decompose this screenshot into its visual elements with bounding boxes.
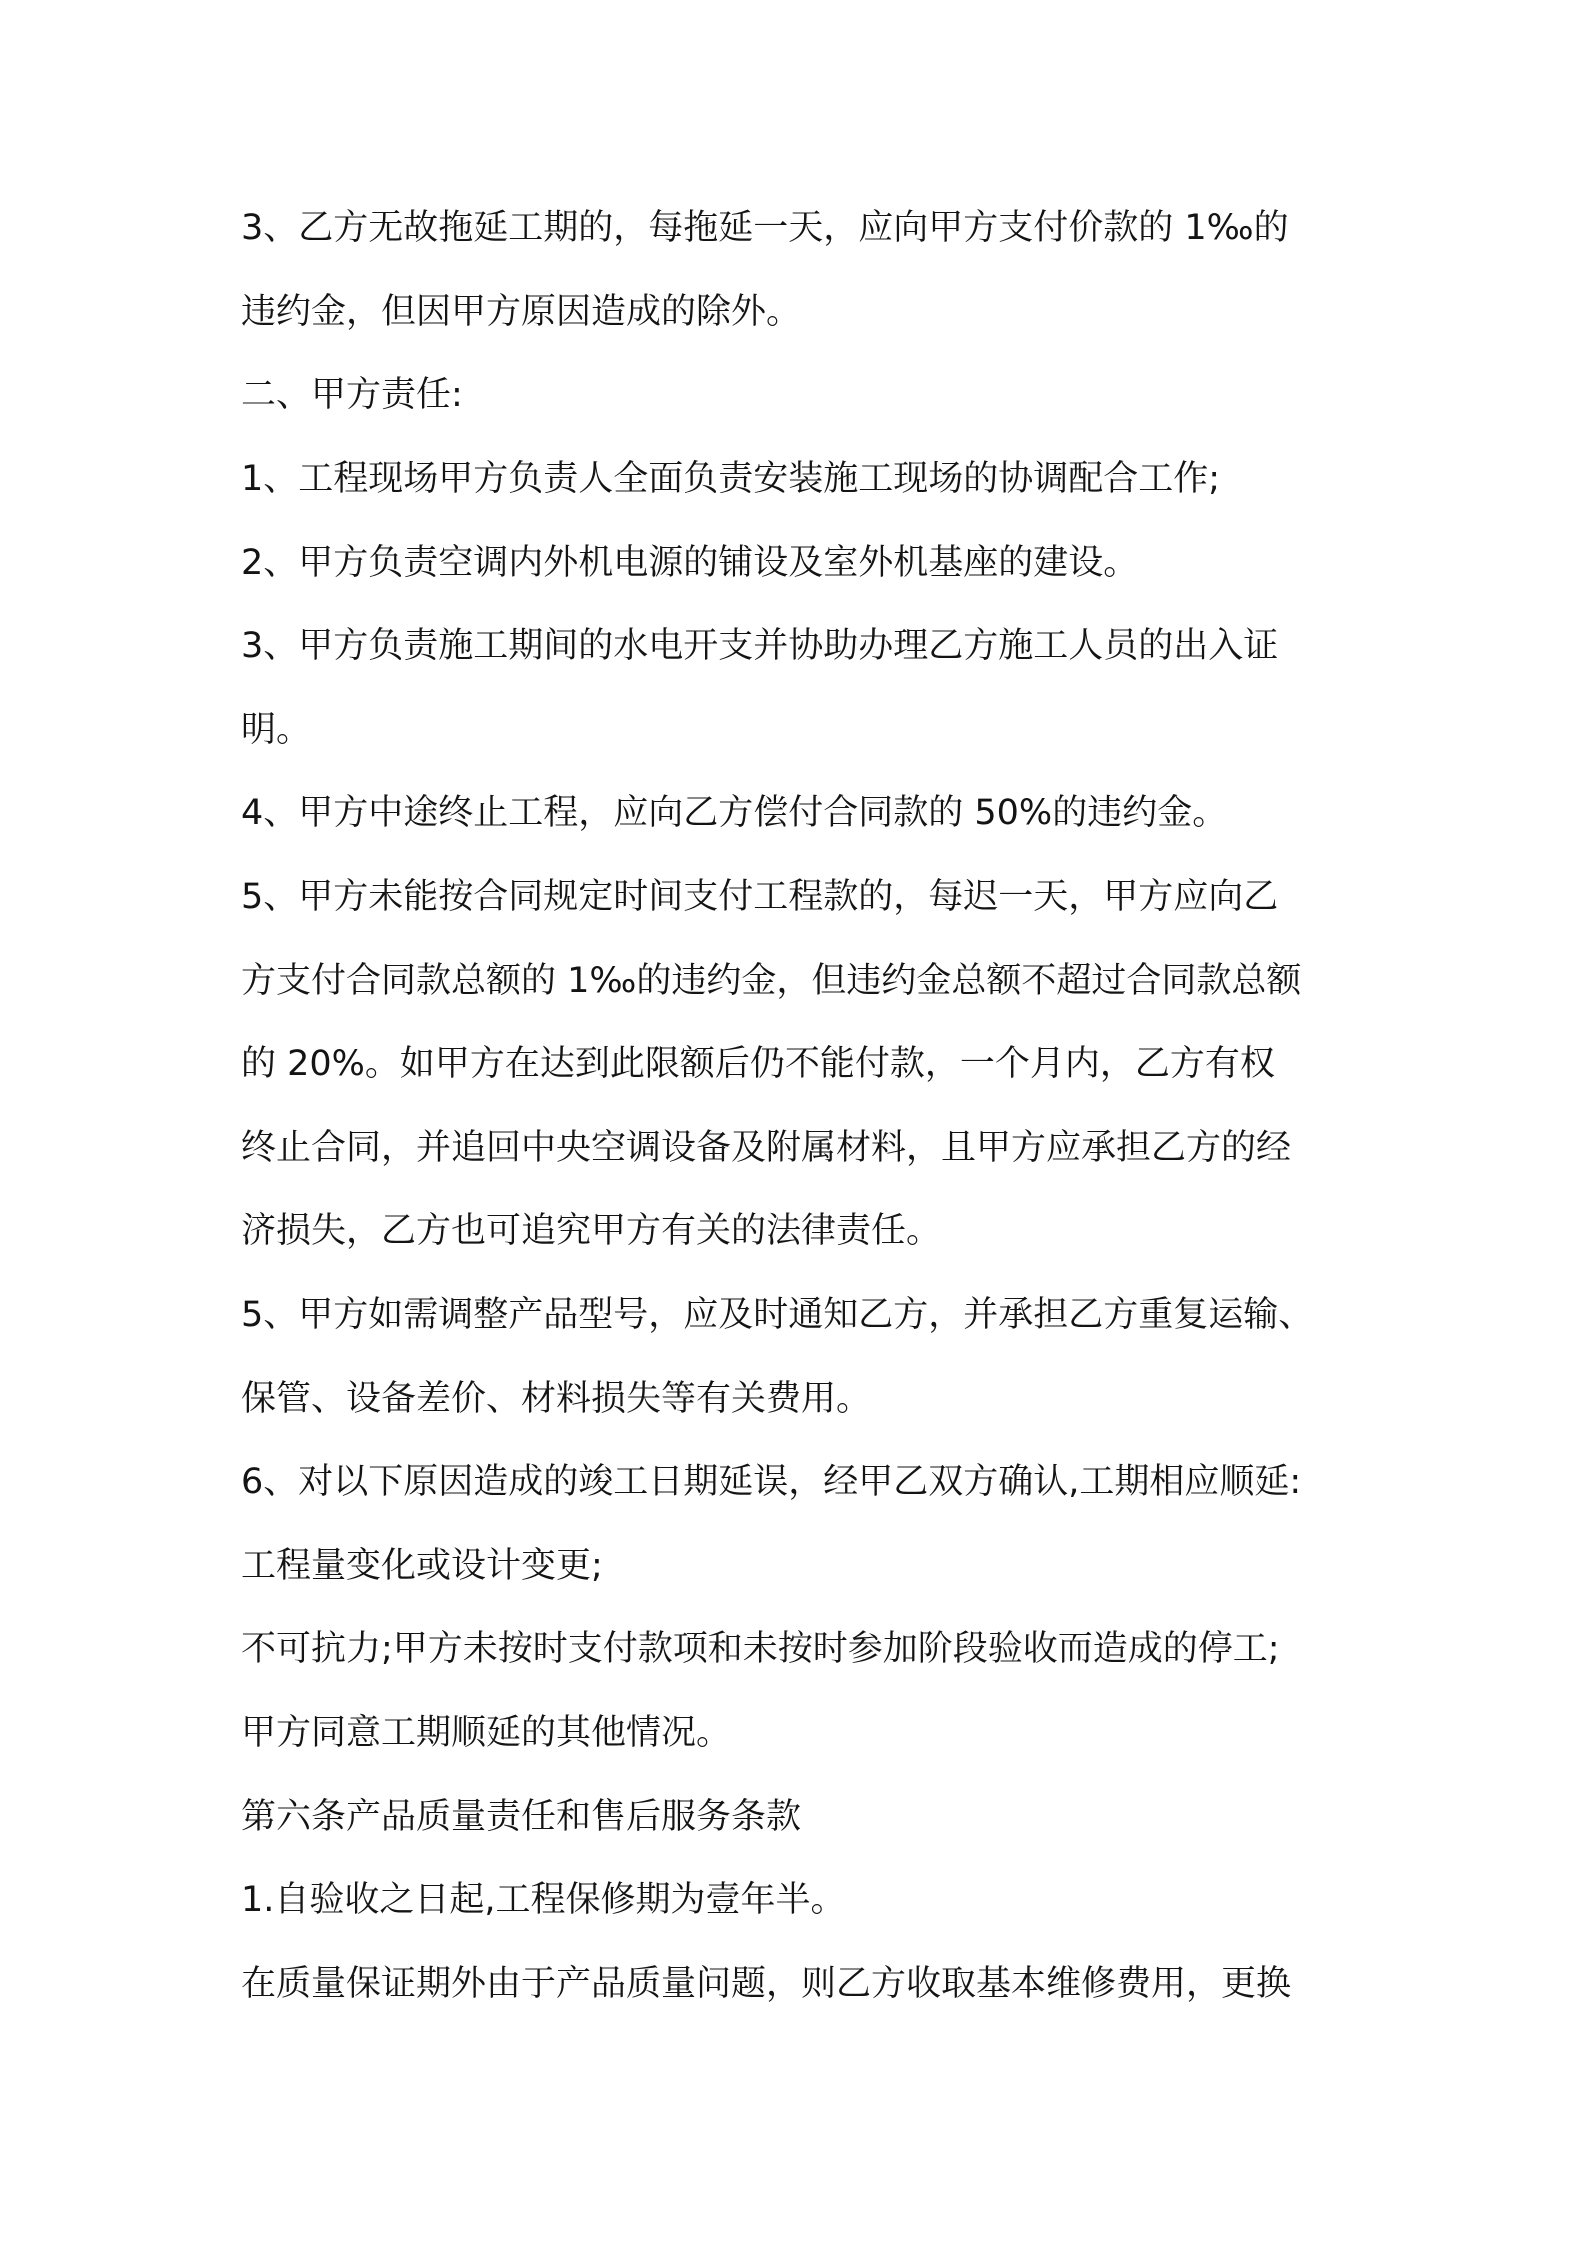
- text-line: 保管、设备差价、材料损失等有关费用。: [241, 1379, 872, 1419]
- section-heading: 二、甲方责任:: [241, 375, 463, 415]
- text-line: 2、甲方负责空调内外机电源的铺设及室外机基座的建设。: [241, 543, 1139, 583]
- text-line: 方支付合同款总额的 1‰的违约金，但违约金总额不超过合同款总额: [241, 961, 1302, 1001]
- text-line: 1、工程现场甲方负责人全面负责安装施工现场的协调配合工作;: [241, 459, 1221, 499]
- text-line: 违约金，但因甲方原因造成的除外。: [241, 292, 802, 332]
- text-line: 4、甲方中途终止工程，应向乙方偿付合同款的 50%的违约金。: [241, 793, 1228, 833]
- text-line: 3、乙方无故拖延工期的，每拖延一天，应向甲方支付价款的 1‰的: [241, 208, 1289, 248]
- text-line: 工程量变化或设计变更;: [241, 1546, 603, 1586]
- text-line: 济损失，乙方也可追究甲方有关的法律责任。: [241, 1211, 942, 1251]
- text-line: 5、甲方如需调整产品型号，应及时通知乙方，并承担乙方重复运输、: [241, 1295, 1314, 1335]
- text-line: 甲方同意工期顺延的其他情况。: [241, 1713, 732, 1753]
- text-line: 在质量保证期外由于产品质量问题，则乙方收取基本维修费用，更换: [241, 1964, 1292, 2004]
- article-heading: 第六条产品质量责任和售后服务条款: [241, 1797, 802, 1837]
- text-line: 不可抗力;甲方未按时支付款项和未按时参加阶段验收而造成的停工;: [241, 1629, 1280, 1669]
- text-line: 明。: [241, 710, 312, 750]
- text-line: 终止合同，并追回中央空调设备及附属材料，且甲方应承担乙方的经: [241, 1128, 1292, 1168]
- text-line: 的 20%。如甲方在达到此限额后仍不能付款，一个月内，乙方有权: [241, 1044, 1275, 1084]
- text-line: 3、甲方负责施工期间的水电开支并协助办理乙方施工人员的出入证: [241, 626, 1279, 666]
- text-line: 6、对以下原因造成的竣工日期延误，经甲乙双方确认,工期相应顺延:: [241, 1462, 1302, 1502]
- text-line: 5、甲方未能按合同规定时间支付工程款的，每迟一天，甲方应向乙: [241, 877, 1279, 917]
- text-line: 1.自验收之日起,工程保修期为壹年半。: [241, 1880, 846, 1920]
